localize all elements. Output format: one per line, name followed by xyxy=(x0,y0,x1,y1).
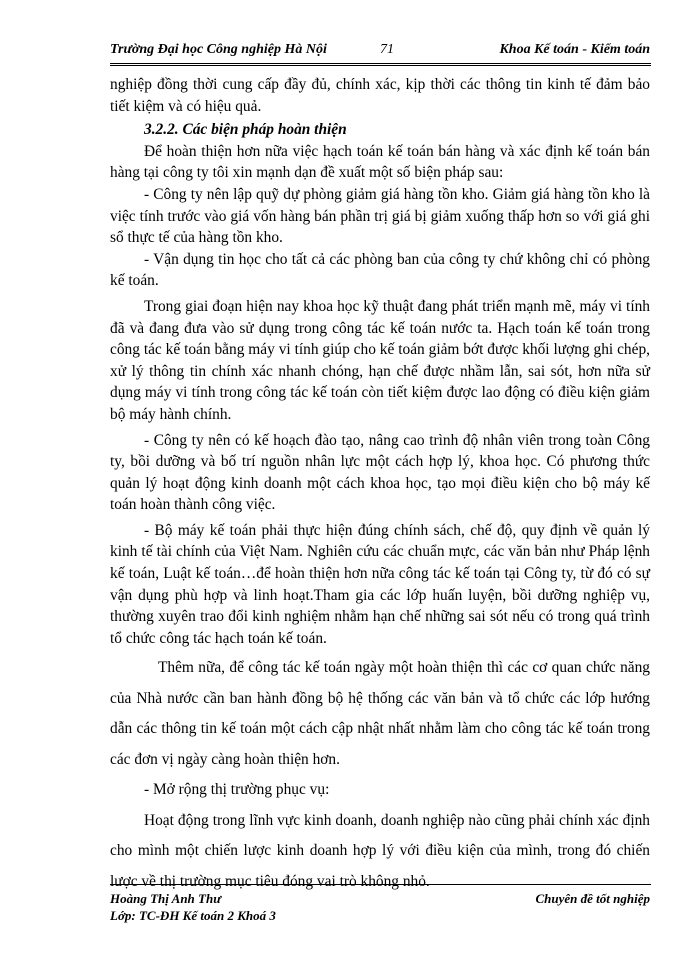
paragraph-continuation: nghiệp đồng thời cung cấp đầy đủ, chính xác, kịp thời các thông tin kinh tế đảm bảo tiết kiệm và có hiệu quả. xyxy=(110,76,650,115)
header-faculty: Khoa Kế toán - Kiểm toán xyxy=(499,42,650,57)
paragraph-inventory-provision: - Công ty nên lập quỹ dự phòng giảm giá hàng tồn kho. Giảm giá hàng tồn kho là việc tính trước vào giá vốn hàng bán phần trị giá bị giảm xuống thấp hơn so với giá ghi sổ thực tế của hàng tồn kho. xyxy=(110,185,650,247)
page-body xyxy=(110,74,650,897)
paragraph-staff-training: - Công ty nên có kế hoạch đào tạo, nâng cao trình độ nhân viên trong toàn Công ty, bồi dưỡng và bố trí nguồn nhân lực một cách hợp lý, khoa học. Có phương thức quản lý hoạt động kinh doanh một cách khoa học, tạo mọi điều kiện cho bộ máy kế toán hoàn thành công việc. xyxy=(110,431,650,514)
loose-section xyxy=(110,653,650,897)
footer-author: Hoàng Thị Anh Thư xyxy=(110,891,221,906)
paragraph-state-agencies: Thêm nữa, để công tác kế toán ngày một hoàn thiện thì các cơ quan chức năng của Nhà nước cần ban hành đồng bộ hệ thống các văn bản và tổ chức các lớp hướng dẫn các thông tin kế toán một cách cập nhật nhất nhằm làm cho công tác kế toán trong các đơn vị ngày càng hoàn thiện hơn. xyxy=(110,659,650,768)
header-rule xyxy=(110,63,651,66)
footer-rule xyxy=(110,884,651,885)
paragraph-market-expansion: - Mở rộng thị trường phục vụ: xyxy=(144,781,330,799)
header-page-number: 71 xyxy=(380,42,394,57)
footer-left xyxy=(110,890,276,924)
header-school: Trường Đại học Công nghiệp Hà Nội xyxy=(110,42,327,57)
paragraph-it-usage: - Vận dụng tin học cho tất cả các phòng ban của công ty chứ không chỉ có phòng kế toán. xyxy=(110,250,650,290)
footer-doc-type: Chuyên đề tốt nghiệp xyxy=(535,891,650,906)
paragraph-market-strategy: Hoạt động trong lĩnh vực kinh doanh, doanh nghiệp nào cũng phải chính xác định cho mình một chiến lược kinh doanh hợp lý với điều kiện của mình, trong đó chiến lược về thị trường mục tiêu đóng vai trò không nhỏ. xyxy=(110,811,650,890)
paragraph-intro: Để hoàn thiện hơn nữa việc hạch toán kế toán bán hàng và xác định kế toán bán hàng tại công ty tôi xin mạnh dạn đề xuất một số biện pháp sau: xyxy=(110,142,650,182)
page-header xyxy=(110,40,650,62)
paragraph-compliance: - Bộ máy kế toán phải thực hiện đúng chính sách, chế độ, quy định về quản lý kinh tế tài chính của Việt Nam. Nghiên cứu các chuẩn mực, các văn bản như Pháp lệnh kế toán, Luật kế toán…để hoàn thiện hơn nữa công tác kế toán tại Công ty, từ đó có sự vận dụng phù hợp và linh hoạt.Tham gia các lớp huấn luyện, bồi dưỡng nghiệp vụ, thường xuyên trao đổi kinh nghiệm nhằm hạn chế những sai sót nếu có trong quá trình tổ chức công tác hạch toán kế toán. xyxy=(110,521,650,647)
footer-class: Lớp: TC-ĐH Kế toán 2 Khoá 3 xyxy=(110,908,276,923)
section-heading: 3.2.2. Các biện pháp hoàn thiện xyxy=(144,121,347,139)
paragraph-computerized-accounting: Trong giai đoạn hiện nay khoa học kỹ thuật đang phát triển mạnh mẽ, máy vi tính đã và đang đưa vào sử dụng trong công tác kế toán nước ta. Hạch toán kế toán trong công tác kế toán bằng máy vi tính giúp cho kế toán giảm bớt được khối lượng ghi chép, xử lý thông tin chính xác nhanh chóng, hạn chế được nhầm lẫn, sai sót, hơn nữa sử dụng máy vi tính trong công tác kế toán còn tiết kiệm được lao động có điều kiện giảm bộ máy hành chính. xyxy=(110,297,650,423)
